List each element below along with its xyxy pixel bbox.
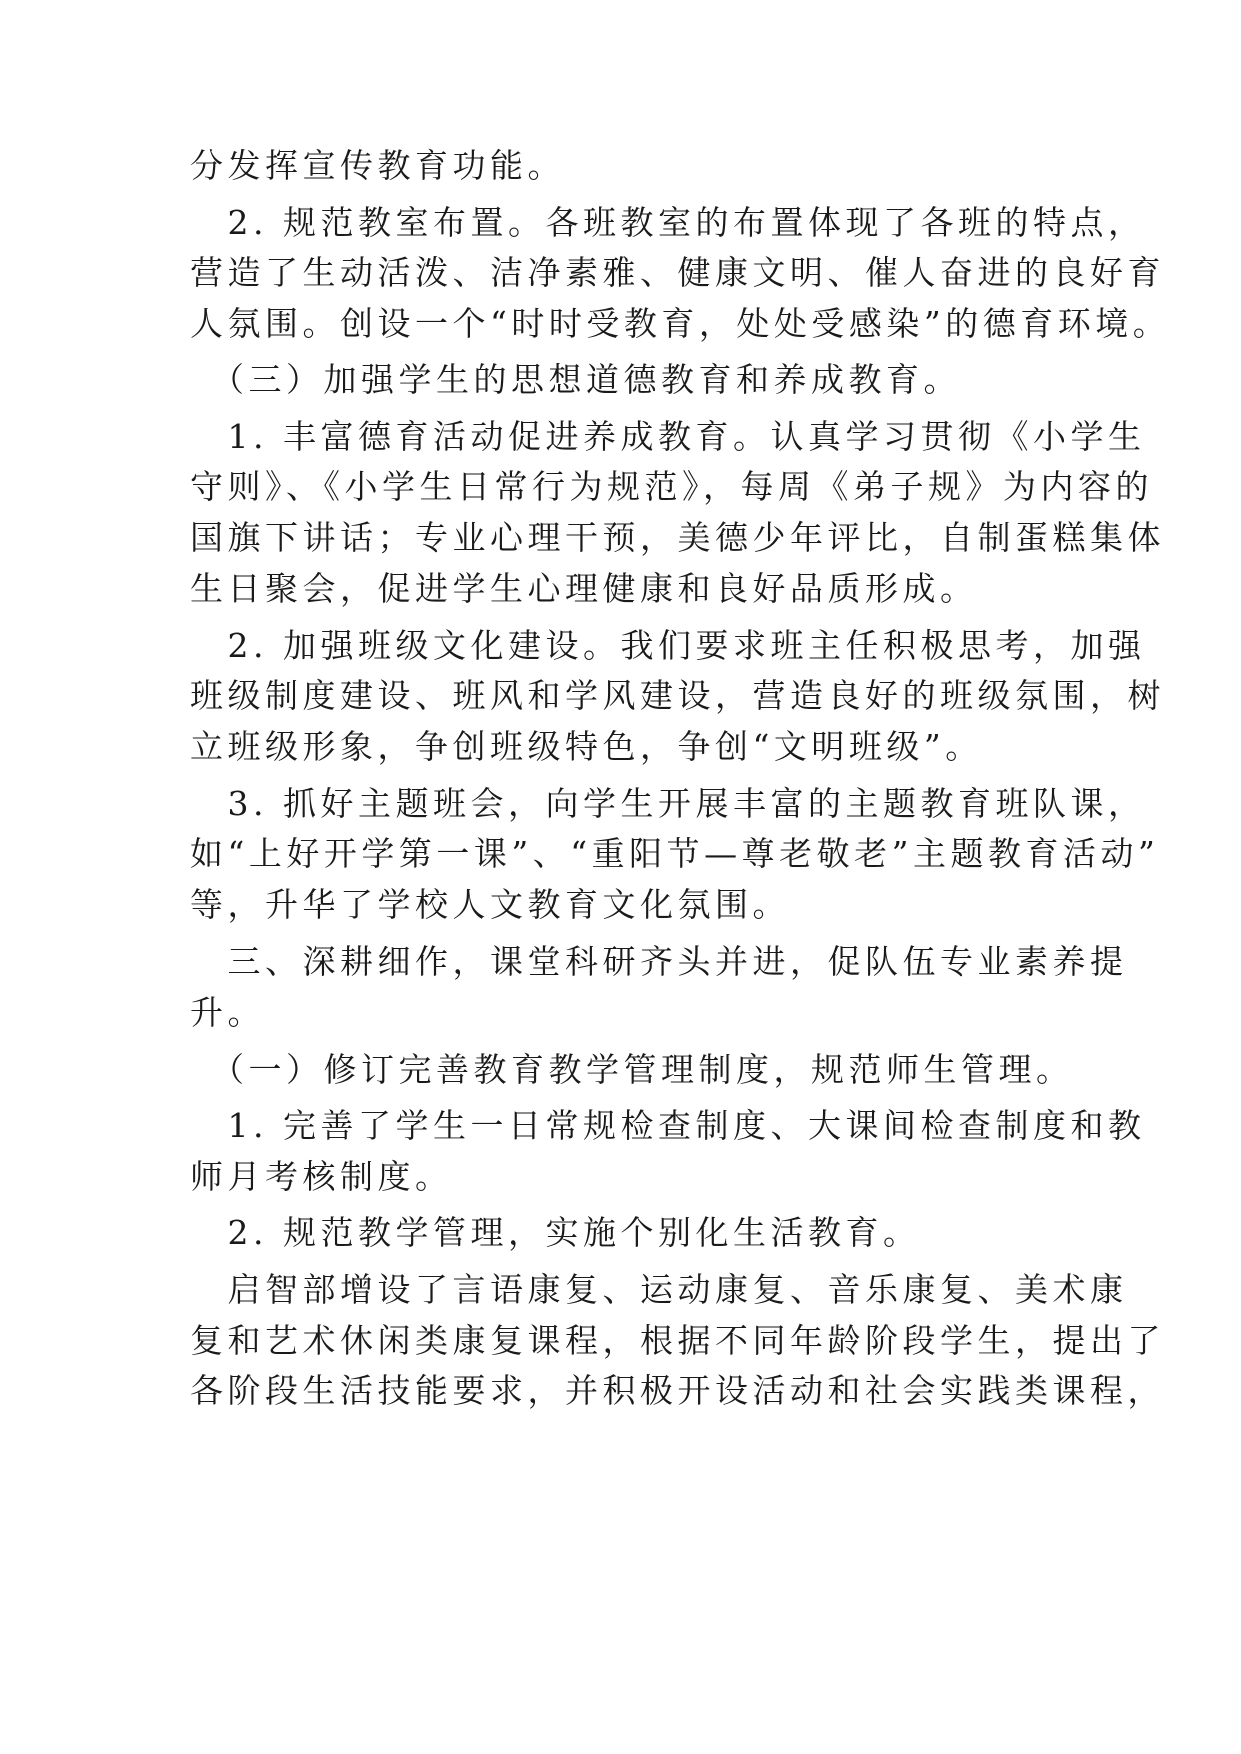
text-line: 营造了生动活泼、洁净素雅、健康文明、催人奋进的良好育 — [190, 253, 1165, 292]
section-heading: 升。 — [190, 993, 265, 1032]
text-line: 2. 规范教室布置。各班教室的布置体现了各班的特点， — [190, 203, 1146, 242]
text-line: 1. 丰富德育活动促进养成教育。认真学习贯彻《小学生 — [190, 417, 1146, 456]
text-line: 各阶段生活技能要求，并积极开设活动和社会实践类课程， — [190, 1371, 1165, 1410]
text-line: 2. 加强班级文化建设。我们要求班主任积极思考，加强 — [190, 626, 1146, 665]
text-line: 守则》、《小学生日常行为规范》，每周《弟子规》为内容的 — [190, 467, 1153, 506]
text-line: 人氛围。创设一个“时时受教育，处处受感染”的德育环境。 — [190, 304, 1171, 343]
section-heading: 三、深耕细作，课堂科研齐头并进，促队伍专业素养提 — [190, 942, 1128, 981]
text-line: 师月考核制度。 — [190, 1157, 453, 1196]
text-line: 2. 规范教学管理，实施个别化生活教育。 — [190, 1213, 921, 1252]
text-line: 生日聚会，促进学生心理健康和良好品质形成。 — [190, 569, 978, 608]
text-line: 如“上好开学第一课”、“重阳节—尊老敬老”主题教育活动” — [190, 834, 1160, 873]
section-heading: （三）加强学生的思想道德教育和养成教育。 — [190, 360, 961, 399]
section-heading: （一）修订完善教育教学管理制度，规范师生管理。 — [190, 1050, 1074, 1089]
text-line: 1. 完善了学生一日常规检查制度、大课间检查制度和教 — [190, 1106, 1146, 1145]
text-line: 国旗下讲话；专业心理干预，美德少年评比，自制蛋糕集体 — [190, 518, 1165, 557]
text-line: 等，升华了学校人文教育文化氛围。 — [190, 885, 790, 924]
text-line: 3. 抓好主题班会，向学生开展丰富的主题教育班队课， — [190, 784, 1146, 823]
text-line: 班级制度建设、班风和学风建设，营造良好的班级氛围，树 — [190, 676, 1165, 715]
text-line: 立班级形象，争创班级特色，争创“文明班级”。 — [190, 727, 983, 766]
text-line: 分发挥宣传教育功能。 — [190, 146, 565, 185]
text-line: 复和艺术休闲类康复课程，根据不同年龄阶段学生，提出了 — [190, 1321, 1165, 1360]
text-line: 启智部增设了言语康复、运动康复、音乐康复、美术康 — [190, 1270, 1128, 1309]
